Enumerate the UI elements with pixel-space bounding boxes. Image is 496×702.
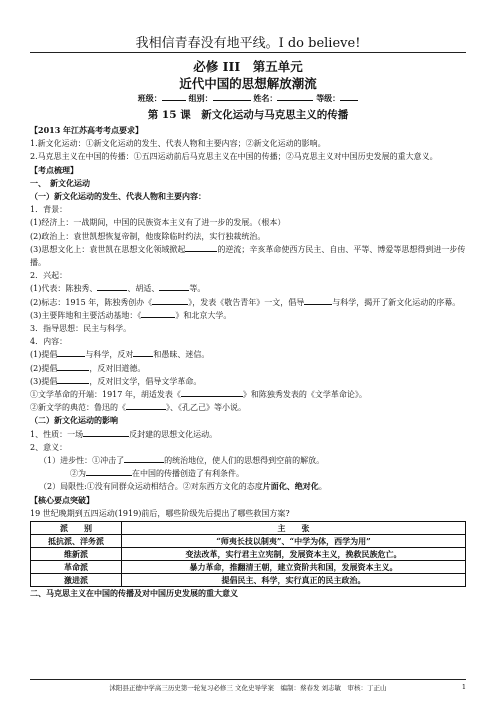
rise-heading: 2．兴起： <box>30 271 68 281</box>
rise-representatives <box>30 282 466 295</box>
requirement-1: 1.新文化运动：①新文化运动的发生、代表人物和主要内容；②新文化运动的影响。 <box>30 139 326 149</box>
rise-base <box>30 309 466 322</box>
table-cell: 提倡民主、科学，实行真正的民主政治。 <box>122 574 466 587</box>
table-cell: 革命派 <box>31 561 122 574</box>
background-economic: (1)经济上：一战期间，中国的民族资本主义有了进一步的发展。（根本） <box>30 218 286 228</box>
requirement-2: 2.马克思主义在中国的传播：①五四运动前后马克思主义在中国的传播；②马克思主义对中国历史发展的重大意义。 <box>30 152 438 162</box>
blank-fill[interactable] <box>83 428 129 437</box>
blank-fill[interactable] <box>97 282 127 291</box>
name-blank[interactable] <box>277 92 313 101</box>
text: 。 <box>318 482 327 492</box>
content-5 <box>30 401 466 414</box>
text: 》和陈独秀发表的《文学革命论》。 <box>242 390 367 400</box>
review-heading: 【考点梳理】 <box>30 164 78 175</box>
table-cell: 维新派 <box>31 548 122 561</box>
content <box>30 57 466 600</box>
progressiveness <box>30 454 466 467</box>
group-blank[interactable] <box>213 92 251 101</box>
text: ，反对旧道德。 <box>89 363 146 373</box>
progressiveness-2 <box>30 467 466 480</box>
background-political: (2)政治上：袁世凯想恢复帝制，他废除临时约法，实行独裁统治。 <box>30 231 266 241</box>
content-1 <box>30 348 466 361</box>
text: (3)主要阵地和主要活动基地：《 <box>30 310 142 320</box>
group-label: 组别： <box>188 93 213 103</box>
blank-fill[interactable] <box>181 388 243 397</box>
table-header-cell: 派 别 <box>31 522 122 535</box>
blank-fill[interactable] <box>152 296 188 305</box>
text: 、胡适、 <box>127 284 160 294</box>
guiding-thought: 3．指导思想：民主与科学。 <box>30 324 132 334</box>
text: ②为 <box>70 469 86 479</box>
name-label: 姓名： <box>253 93 278 103</box>
blank-fill[interactable] <box>304 296 332 305</box>
text: 的统治地位，使人们的思想得到空前的解放。 <box>164 456 325 466</box>
nature <box>30 428 466 441</box>
page-footer: 沭阳县正德中学高三历史第一轮复习必修三 文化史导学案 编制：蔡春发 刘志敏 审核：丁正山 <box>109 684 387 692</box>
table-row <box>31 574 466 587</box>
text: 反封建的思想文化运动。 <box>129 429 218 439</box>
breakthrough-question: 19 世纪晚期到五四运动(1919)前后，哪些阶级先后提出了哪些救国方案? <box>30 508 290 518</box>
text: 和愚昧、迷信。 <box>153 350 210 360</box>
level-blank[interactable] <box>340 92 358 101</box>
content-4 <box>30 388 466 401</box>
text: 在中国的传播创造了有利条件。 <box>132 469 244 479</box>
section-1-heading: 一、 新文化运动 <box>30 177 90 188</box>
text: 1、性质：一场 <box>30 429 84 439</box>
text: ②新文学的典范：鲁迅的《 <box>30 403 126 413</box>
table-header-cell: 主 张 <box>122 522 466 535</box>
blank-fill[interactable] <box>159 282 189 291</box>
text: 的逆流；辛亥革命使西方民主、自由、平等、博爱等思想得到进一步传播。 <box>30 244 466 268</box>
text: (1)代表：陈独秀、 <box>30 284 98 294</box>
table-row <box>31 548 466 561</box>
unit-subtitle: 近代中国的思想解放潮流 <box>179 76 317 91</box>
text: 与科学，反对 <box>85 350 134 360</box>
blank-fill[interactable] <box>126 401 166 410</box>
table-cell: 激进派 <box>31 574 122 587</box>
limitation <box>30 480 466 493</box>
content-2 <box>30 362 466 375</box>
blank-fill[interactable] <box>141 309 175 318</box>
unit-title: 必修 III 第五单元 <box>193 59 303 74</box>
class-blank[interactable] <box>162 92 186 101</box>
section-1b-heading: （二）新文化运动的影响 <box>30 415 118 426</box>
header-rule <box>30 52 466 53</box>
text: (2)提倡 <box>30 363 58 373</box>
text: 等。 <box>189 284 206 294</box>
text: 与科学，揭开了新文化运动的序幕。 <box>332 297 461 307</box>
schemes-table <box>30 521 466 587</box>
lesson-title: 第 15 课 新文化运动与马克思主义的传播 <box>147 109 349 121</box>
requirements-heading: 【2013 年江苏高考考点要求】 <box>30 125 144 135</box>
blank-fill[interactable] <box>57 348 85 357</box>
text: （2）局限性:①没有同群众运动相结合。②对东西方文化的态度 <box>39 482 263 492</box>
page-number: 1 <box>461 683 466 691</box>
section-2-heading: 二、马克思主义在中国的传播及对中国历史发展的重大意义 <box>30 588 238 599</box>
blank-fill[interactable] <box>57 362 89 371</box>
table-cell: “师夷长技以制夷”、“中学为体，西学为用” <box>122 535 466 548</box>
rise-marker <box>30 296 466 309</box>
content-heading: 4．内容： <box>30 337 68 347</box>
table-header-row <box>31 522 466 535</box>
breakthrough-heading: 【核心要点突破】 <box>30 494 94 505</box>
blank-fill[interactable] <box>124 454 164 463</box>
text: 》、《孔乙己》等小说。 <box>166 403 246 413</box>
significance-heading: 2、意义： <box>30 442 68 452</box>
level-label: 等级： <box>316 93 341 103</box>
text: 片面化、绝对化 <box>262 481 319 492</box>
class-label: 班级： <box>137 93 162 103</box>
background-heading: 1．背景： <box>30 205 68 215</box>
table-cell: 变法改革，实行君主立宪制，发展资本主义，挽救民族危亡。 <box>122 548 466 561</box>
table-cell: 抵抗派、洋务派 <box>31 535 122 548</box>
text: (1)提倡 <box>30 350 58 360</box>
text: 》，发表《敬告青年》一文，倡导 <box>188 297 305 307</box>
table-row <box>31 535 466 548</box>
text: (2)标志：1915 年，陈独秀创办《 <box>30 297 153 307</box>
text: ①文学革命的开端：1917 年，胡适发表《 <box>30 390 181 400</box>
blank-fill[interactable] <box>86 467 132 476</box>
text: (3)思想文化上：袁世凯在思想文化领域掀起 <box>30 244 186 254</box>
blank-fill[interactable] <box>185 243 217 252</box>
text: (3)提倡 <box>30 376 58 386</box>
text: 》和北京大学。 <box>175 310 232 320</box>
table-cell: 暴力革命，推翻清王朝，建立资阶共和国，发展资本主义。 <box>122 561 466 574</box>
content-3 <box>30 375 466 388</box>
text: ，反对旧文学，倡导文学革命。 <box>89 376 202 386</box>
table-row <box>31 561 466 574</box>
page-header: 我相信青春没有地平线。I do believe! <box>135 36 361 51</box>
blank-fill[interactable] <box>133 348 153 357</box>
section-1a-heading: （一）新文化运动的发生、代表人物和主要内容： <box>30 191 206 202</box>
text: （1）进步性：①冲击了 <box>39 456 125 466</box>
footer-rule <box>30 679 466 680</box>
blank-fill[interactable] <box>57 375 89 384</box>
student-info <box>30 92 466 105</box>
background-cultural <box>30 243 466 269</box>
